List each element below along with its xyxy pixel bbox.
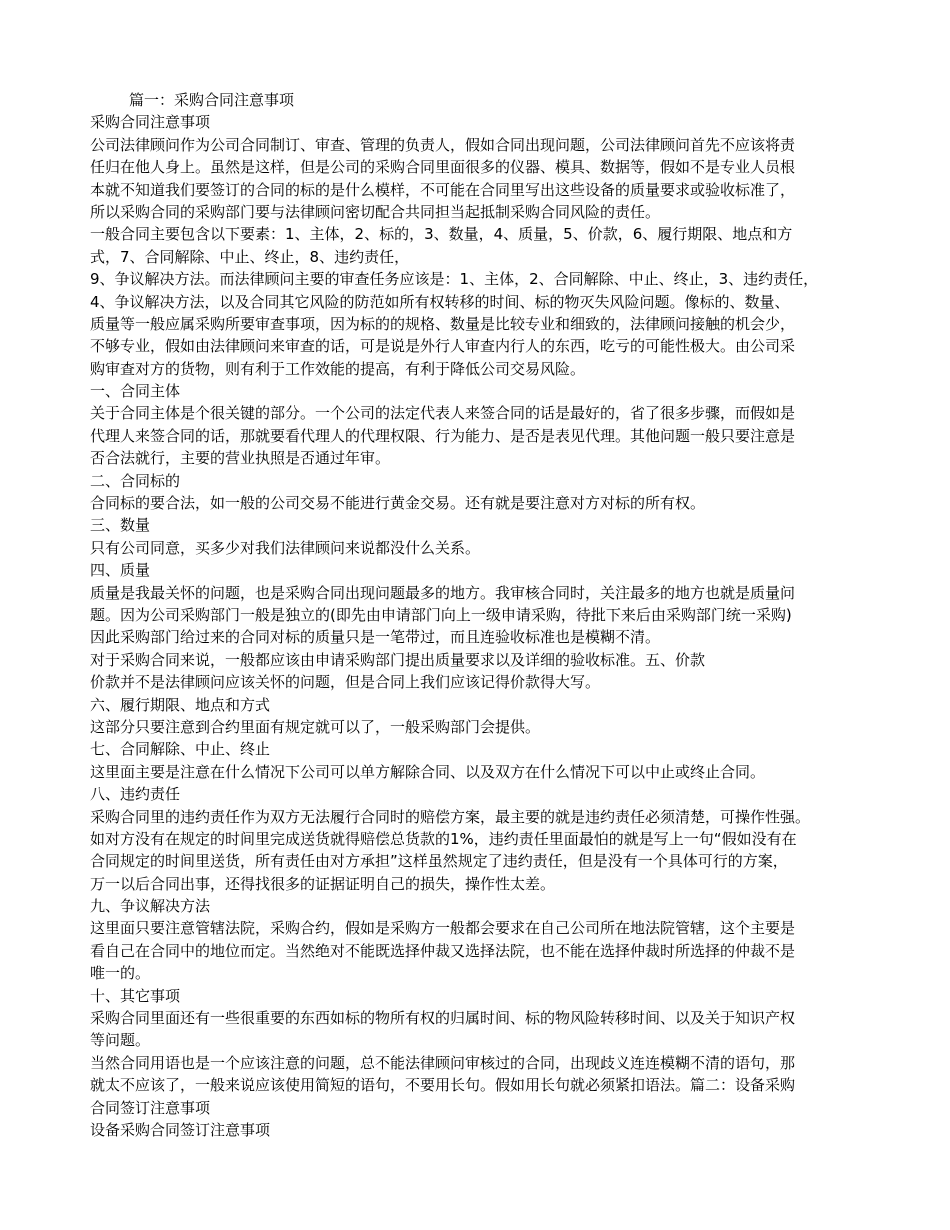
paragraph-line: 代理人来签合同的话，那就要看代理人的代理权限、行为能力、是否是表见代理。其他问题一般只要注意是 (90, 426, 796, 445)
section-heading: 八、违约责任 (90, 785, 181, 804)
section-heading: 一、合同主体 (90, 382, 181, 401)
paragraph-line: 一般合同主要包含以下要素：1、主体，2、标的，3、数量，4、质量，5、价款，6、履行期限、地点和方 (90, 225, 793, 244)
paragraph-line: 这部分只要注意到合约里面有规定就可以了，一般采购部门会提供。 (90, 717, 541, 736)
section-heading: 三、数量 (90, 516, 151, 535)
paragraph-line: 唯一的。 (90, 964, 151, 983)
paragraph-line: 不够专业，假如由法律顾问来审查的话，可是说是外行人审查内行人的东西，吃亏的可能性极大。由公司采 (90, 337, 796, 356)
paragraph-line: 否合法就行，主要的营业执照是否通过年审。 (90, 449, 391, 468)
doc-subheading: 采购合同注意事项 (90, 113, 211, 132)
paragraph-line: 万一以后合同出事，还得找很多的证据证明自己的损失，操作性太差。 (90, 874, 556, 893)
paragraph-line: 本就不知道我们要签订的合同的标的是什么模样，不可能在合同里写出这些设备的质量要求或验收标准了， (90, 180, 796, 199)
paragraph-line: 就太不应该了，一般来说应该使用简短的语句，不要用长句。假如用长句就必须紧扣语法。篇二：设备采购 (90, 1076, 796, 1095)
section-heading: 六、履行期限、地点和方式 (90, 695, 271, 714)
paragraph-line: 所以采购合同的采购部门要与法律顾问密切配合共同担当起抵制采购合同风险的责任。 (90, 202, 661, 221)
paragraph-line: 看自己在合同中的地位而定。当然绝对不能既选择仲裁又选择法院，也不能在选择仲裁时所选择的仲裁不是 (90, 941, 796, 960)
paragraph-line: 当然合同用语也是一个应该注意的问题，总不能法律顾问审核过的合同，出现歧义连连模糊不清的语句，那 (90, 1053, 796, 1072)
paragraph-line: 质量等一般应属采购所要审查事项，因为标的的规格、数量是比较专业和细致的，法律顾问接触的机会少， (90, 314, 796, 333)
paragraph-line: 采购合同里的违约责任作为双方无法履行合同时的赔偿方案，最主要的就是违约责任必须清楚，可操作性强。 (90, 807, 811, 826)
paragraph-line: 价款并不是法律顾问应该关怀的问题，但是合同上我们应该记得价款得大写。 (90, 673, 601, 692)
paragraph-line: 合同签订注意事项 (90, 1098, 211, 1117)
paragraph-line: 对于采购合同来说，一般都应该由申请采购部门提出质量要求以及详细的验收标准。五、价款 (90, 650, 706, 669)
section-heading: 二、合同标的 (90, 471, 181, 490)
paragraph-line: 题。因为公司采购部门一般是独立的(即先由申请部门向上一级申请采购，待批下来后由采购部门统一采购) (90, 605, 792, 624)
doc-heading: 篇一：采购合同注意事项 (129, 91, 295, 109)
paragraph-line: 如对方没有在规定的时间里完成送货就得赔偿总货款的1%，违约责任里面最怕的就是写上一句“假如没有在 (90, 829, 797, 848)
paragraph-line: 式，7、合同解除、中止、终止，8、违约责任， (90, 247, 410, 266)
section-heading: 十、其它事项 (90, 986, 181, 1005)
paragraph-line: 合同标的要合法，如一般的公司交易不能进行黄金交易。还有就是要注意对方对标的所有权。 (90, 494, 706, 513)
paragraph-line: 4、争议解决方法，以及合同其它风险的防范如所有权转移的时间、标的物灭失风险问题。像标的、数量、 (90, 292, 790, 311)
paragraph-line: 公司法律顾问作为公司合同制订、审查、管理的负责人，假如合同出现问题，公司法律顾问首先不应该将责 (90, 135, 796, 154)
paragraph-line: 采购合同里面还有一些很重要的东西如标的物所有权的归属时间、标的物风险转移时间、以及关于知识产权 (90, 1009, 796, 1028)
section-heading: 九、争议解决方法 (90, 897, 211, 916)
doc-subheading: 设备采购合同签订注意事项 (90, 1120, 271, 1139)
paragraph-line: 这里面只要注意管辖法院，采购合约，假如是采购方一般都会要求在自己公司所在地法院管辖，这个主要是 (90, 919, 796, 938)
section-heading: 四、质量 (90, 561, 151, 580)
paragraph-line: 9、争议解决方法。而法律顾问主要的审查任务应该是：1、主体，2、合同解除、中止、终止，3、违约责任， (90, 270, 819, 289)
paragraph-line: 质量是我最关怀的问题，也是采购合同出现问题最多的地方。我审核合同时，关注最多的地方也就是质量问 (90, 583, 796, 602)
paragraph-line: 因此采购部门给过来的合同对标的质量只是一笔带过，而且连验收标准也是模糊不清。 (90, 628, 661, 647)
paragraph-line: 这里面主要是注意在什么情况下公司可以单方解除合同、以及双方在什么情况下可以中止或终止合同。 (90, 762, 766, 781)
document-body (90, 89, 880, 1141)
paragraph-line: 只有公司同意，买多少对我们法律顾问来说都没什么关系。 (90, 538, 481, 557)
paragraph-line: 合同规定的时间里送货，所有责任由对方承担”这样虽然规定了违约责任，但是没有一个具体可行的方案， (90, 852, 788, 871)
paragraph-line: 任归在他人身上。虽然是这样，但是公司的采购合同里面很多的仪器、模具、数据等，假如不是专业人员根 (90, 158, 796, 177)
paragraph-line: 关于合同主体是个很关键的部分。一个公司的法定代表人来签合同的话是最好的，省了很多步骤，而假如是 (90, 404, 796, 423)
paragraph-line: 等问题。 (90, 1031, 151, 1050)
section-heading: 七、合同解除、中止、终止 (90, 740, 271, 759)
paragraph-line: 购审查对方的货物，则有利于工作效能的提高，有利于降低公司交易风险。 (90, 359, 586, 378)
